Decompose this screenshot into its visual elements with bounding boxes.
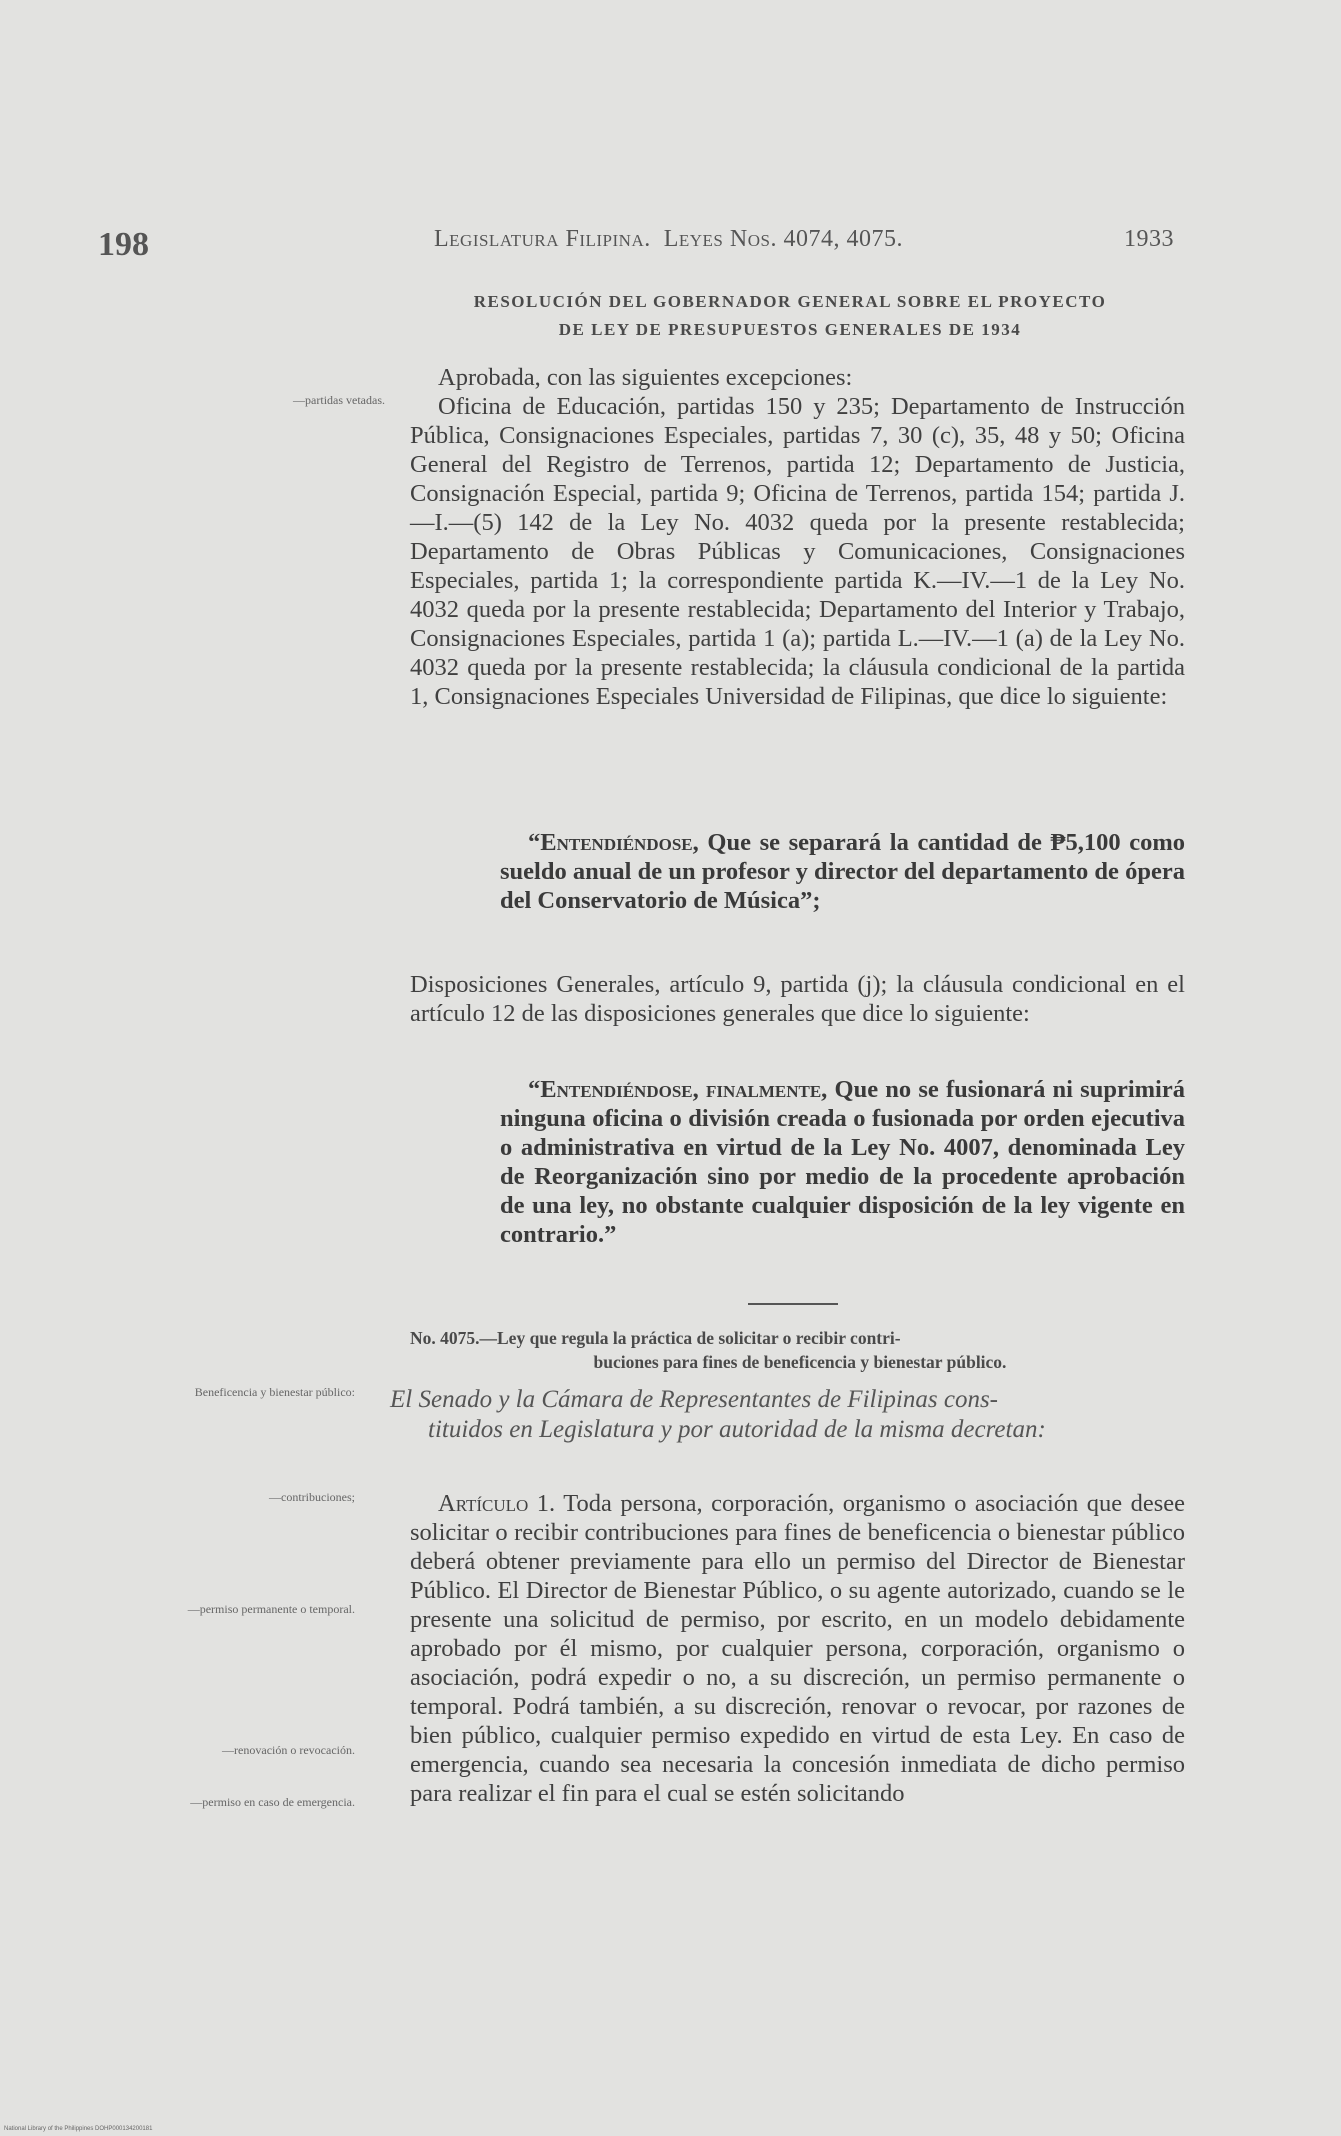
margin-note-beneficencia: Beneficencia y bienestar público: bbox=[194, 1385, 355, 1399]
margin-note-partidas-vetadas: —partidas vetadas. bbox=[293, 393, 385, 407]
margin-note-renovacion: —renovación o revocación. bbox=[222, 1743, 355, 1757]
ley-heading-line1: No. 4075.—Ley que regula la práctica de solicitar o recibir contri- bbox=[410, 1328, 901, 1348]
resolution-title-line2: DE LEY DE PRESUPUESTOS GENERALES DE 1934 bbox=[558, 320, 1022, 339]
paragraph-aprobada: Aprobada, con las siguientes excepciones: bbox=[438, 364, 853, 391]
quote-entendiendose bbox=[500, 828, 1185, 915]
resolution-title bbox=[390, 288, 1190, 344]
quote2-lead: “Entendiéndose, finalmente, bbox=[528, 1076, 828, 1103]
articulo-1 bbox=[410, 1489, 1185, 1808]
quote1-lead: “Entendiéndose, bbox=[528, 829, 699, 856]
resolution-title-line1: RESOLUCIÓN DEL GOBERNADOR GENERAL SOBRE EL PROYECTO bbox=[473, 292, 1107, 311]
exceptions-section bbox=[410, 363, 1185, 711]
quote1-text: Que se separará la cantidad de ₱5,100 como sueldo anual de un profesor y director del departamento de ópera del Conservatorio de Música”; bbox=[500, 829, 1185, 914]
running-head bbox=[434, 226, 1174, 253]
enacting-line1: El Senado y la Cámara de Representantes de Filipinas cons- bbox=[390, 1386, 998, 1413]
running-head-year: 1933 bbox=[1124, 226, 1174, 252]
articulo-text: Toda persona, corporación, organismo o asociación que desee solicitar o recibir contribuciones para fines de beneficencia o bienestar público deberá obtener previamente para ello un permiso del Director de Bienestar Público. El Director de Bienestar Público, o su agente autorizado, cuando se le presente una solicitud de permiso, por escrito, en un modelo debidamente aprobado por él mismo, por cualquier persona, corporación, organismo o asociación, podrá expedir o no, a su discreción, un permiso permanente o temporal. Podrá también, a su discreción, renovar o revocar, por razones de bien público, cualquier permiso expedido en virtud de esta Ley. En caso de emergencia, cuando sea necesaria la concesión inmediata de dicho permiso para realizar el fin para el cual se estén solicitando bbox=[410, 1490, 1185, 1807]
articulo-label: Artículo 1. bbox=[438, 1490, 556, 1517]
quote2-text: Que no se fusionará ni suprimirá ninguna oficina o división creada o fusionada por orden ejecutiva o administrativa en virtud de la Ley No. 4007, denominada Ley de Reorganización sino por medio de la procedente aprobación de una ley, no obstante cualquier disposición de la ley vigente en contrario.” bbox=[500, 1076, 1185, 1248]
paragraph-disposiciones: Disposiciones Generales, artículo 9, partida (j); la cláusula condicional en el artículo 12 de las disposiciones generales que dice lo siguiente: bbox=[410, 971, 1185, 1027]
enacting-clause bbox=[390, 1385, 1185, 1445]
running-head-middle: Leyes Nos. 4074, 4075. bbox=[663, 226, 903, 252]
page-number: 198 bbox=[98, 226, 149, 263]
scan-footer: National Library of the Philippines DOHP000134200181 bbox=[4, 2126, 153, 2132]
margin-note-permiso-permanente: —permiso permanente o temporal. bbox=[187, 1602, 355, 1616]
disposiciones-section bbox=[410, 970, 1185, 1028]
running-head-left: Legislatura Filipina. bbox=[434, 226, 651, 252]
paragraph-oficina: Oficina de Educación, partidas 150 y 235; Departamento de Instrucción Pública, Consignaciones Especiales, partidas 7, 30 (c), 35, 48 y 50; Oficina General del Registro de Terrenos, partida 12; Departamento de Justicia, Consignación Especial, partida 9; Oficina de Terrenos, partida 154; partida J.—I.—(5) 142 de la Ley No. 4032 queda por la presente restablecida; Departamento de Obras Públicas y Comunicaciones, Consignaciones Especiales, partida 1; la correspondiente partida K.—IV.—1 de la Ley No. 4032 queda por la presente restablecida; Departamento del Interior y Trabajo, Consignaciones Especiales, partida 1 (a); partida L.—IV.—1 (a) de la Ley No. 4032 queda por la presente restablecida; la cláusula condicional de la partida 1, Consignaciones Especiales Universidad de Filipinas, que dice lo siguiente: bbox=[410, 393, 1185, 710]
ley-4075-heading bbox=[410, 1326, 1190, 1374]
margin-note-emergencia: —permiso en caso de emergencia. bbox=[190, 1795, 355, 1809]
quote-finalmente bbox=[500, 1075, 1185, 1249]
section-divider bbox=[748, 1303, 838, 1305]
enacting-line2: tituidos en Legislatura y por autoridad de la misma decretan: bbox=[428, 1416, 1046, 1443]
ley-heading-line2: buciones para fines de beneficencia y bienestar público. bbox=[593, 1352, 1007, 1372]
margin-note-contribuciones: —contribuciones; bbox=[269, 1490, 355, 1504]
